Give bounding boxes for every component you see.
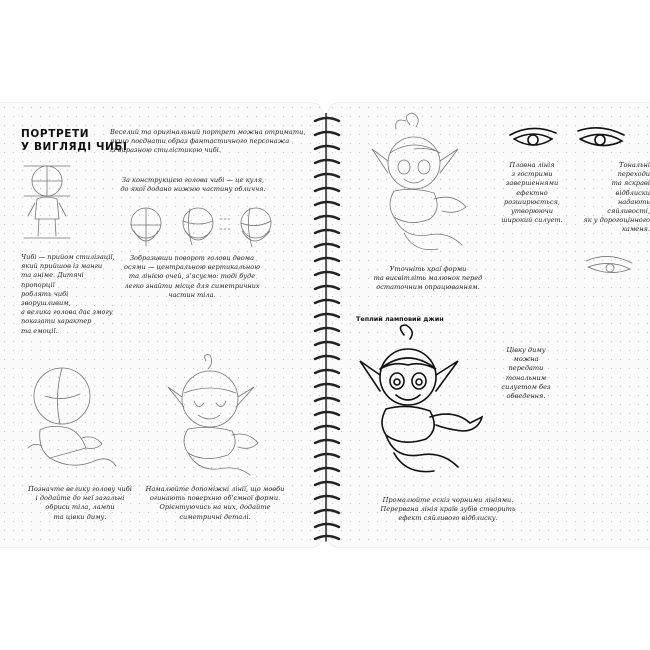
chibi-line: Чибі — прийом стилізації, [21, 253, 115, 261]
step-2-caption [140, 485, 290, 522]
chibi-line: та емоції. [21, 326, 58, 335]
caption-line: обриси тіла, лампи [45, 503, 115, 512]
intro-line: із виразною стилістикою чибі. [110, 146, 221, 155]
intro-line: якщо поєднати образ фантастичного персонажа [110, 137, 290, 146]
rotation-line: легко знайти місце для симетричних [124, 281, 260, 290]
eye-caption-line: та яскраві [611, 179, 650, 188]
caption-line: Орієнтуючись на них, додайте [159, 503, 271, 512]
eye-caption-1 [488, 161, 576, 225]
smoke-line: силуетом без [501, 382, 551, 391]
final-line: ефект сяйливого відблиску. [398, 514, 498, 523]
final-line: Перервана лінія країв зубів створить [380, 505, 516, 514]
final-genie-ink [350, 325, 495, 485]
eye-caption-line: Тональні [619, 161, 650, 169]
chibi-line: роблять чибі зворушливим, [21, 289, 71, 308]
eye-caption-line: широкий силует. [501, 216, 563, 225]
chibi-line: який прийшов із манги [21, 262, 103, 271]
left-page [0, 103, 322, 547]
eye-caption-line: Плавна лінія [509, 161, 555, 169]
rotation-text [112, 254, 272, 300]
chibi-line: показати характер [21, 317, 92, 326]
intro-line: Веселий та оригінальний портрет можна отримати, [110, 128, 306, 136]
eye-caption-line: каменя. [621, 225, 650, 234]
construction-text [118, 176, 268, 194]
smoke-line: можна [513, 355, 539, 364]
refine-text [353, 265, 503, 293]
construction-line: За конструкцією голова чибі — це куля, [121, 176, 265, 184]
eye-caption-line: переходи [617, 170, 650, 179]
chibi-line: та аніме. Дитячі пропорції [21, 271, 84, 289]
eye-caption-line: розширюється, [504, 197, 560, 206]
rotation-line: Зобразивши поворот голови двома [129, 254, 255, 262]
chibi-line: а велика голова дає змогу [21, 308, 113, 317]
construction-line: до якої додано нижню частину обличчя. [120, 185, 266, 194]
final-text [358, 496, 538, 524]
heading-line-2: У ВИГЛЯДІ ЧИБІ [21, 141, 128, 153]
book-spread [0, 103, 650, 547]
eye-sketch-1 [508, 125, 558, 153]
guideline-genie-sketch [158, 353, 268, 478]
chibi-proportion-sketch [22, 161, 72, 246]
caption-line: огинають поверхню об'ємної форми. [149, 494, 281, 503]
rotation-line: частин тіла. [168, 290, 216, 299]
refine-line: та висвітліть малюнок перед [373, 274, 483, 283]
smoke-line: обведення. [506, 392, 546, 401]
eye-sketch-3 [584, 253, 634, 279]
eye-caption-line: ефектно [516, 188, 548, 197]
eye-caption-line: надають сяйливості, [607, 197, 650, 216]
eye-caption-line: завершеннями [505, 179, 559, 188]
caption-line: та цівки диму. [53, 512, 107, 521]
final-line: Промалюйте ескіз чорними лініями. [382, 496, 514, 504]
refined-genie-sketch [358, 113, 473, 263]
smoke-line: передати [508, 364, 544, 373]
loose-genie-sketch [20, 358, 120, 478]
rotation-line: осями — центральною вертикальною [123, 263, 260, 272]
right-page [328, 103, 650, 547]
refine-line: Уточніть краї форми [389, 265, 467, 273]
eye-caption-line: відблиски [615, 188, 650, 197]
smoke-line: Цівку диму [506, 346, 546, 354]
chibi-description [21, 253, 116, 336]
spiral-binding [312, 113, 342, 543]
eye-caption-line: як у дорогоцінного [583, 216, 650, 225]
smoke-text [486, 346, 566, 401]
step-1-caption [5, 485, 155, 522]
rotation-line: та лінією очей, з'ясуємо: тоді буде [128, 272, 256, 281]
caption-line: Позначте велику голову чибі [28, 485, 132, 493]
eye-sketch-2 [576, 125, 626, 153]
head-construction-sketches [128, 201, 278, 253]
heading-line-1: ПОРТРЕТИ [21, 128, 90, 140]
eye-caption-line: утворюючи [510, 207, 554, 216]
eye-caption-2 [578, 161, 650, 235]
smoke-line: тональним [505, 373, 547, 382]
eye-caption-line: з гострими [511, 170, 553, 179]
caption-line: симетричні деталі. [179, 512, 251, 521]
refine-line: остаточним опрацюванням. [376, 283, 480, 292]
caption-line: і додайте до неї загальні [35, 494, 125, 503]
intro-text [110, 128, 320, 156]
caption-line: Намалюйте допоміжні лінії, що мовби [145, 485, 285, 493]
final-title: Теплий ламповий джин [356, 315, 444, 323]
